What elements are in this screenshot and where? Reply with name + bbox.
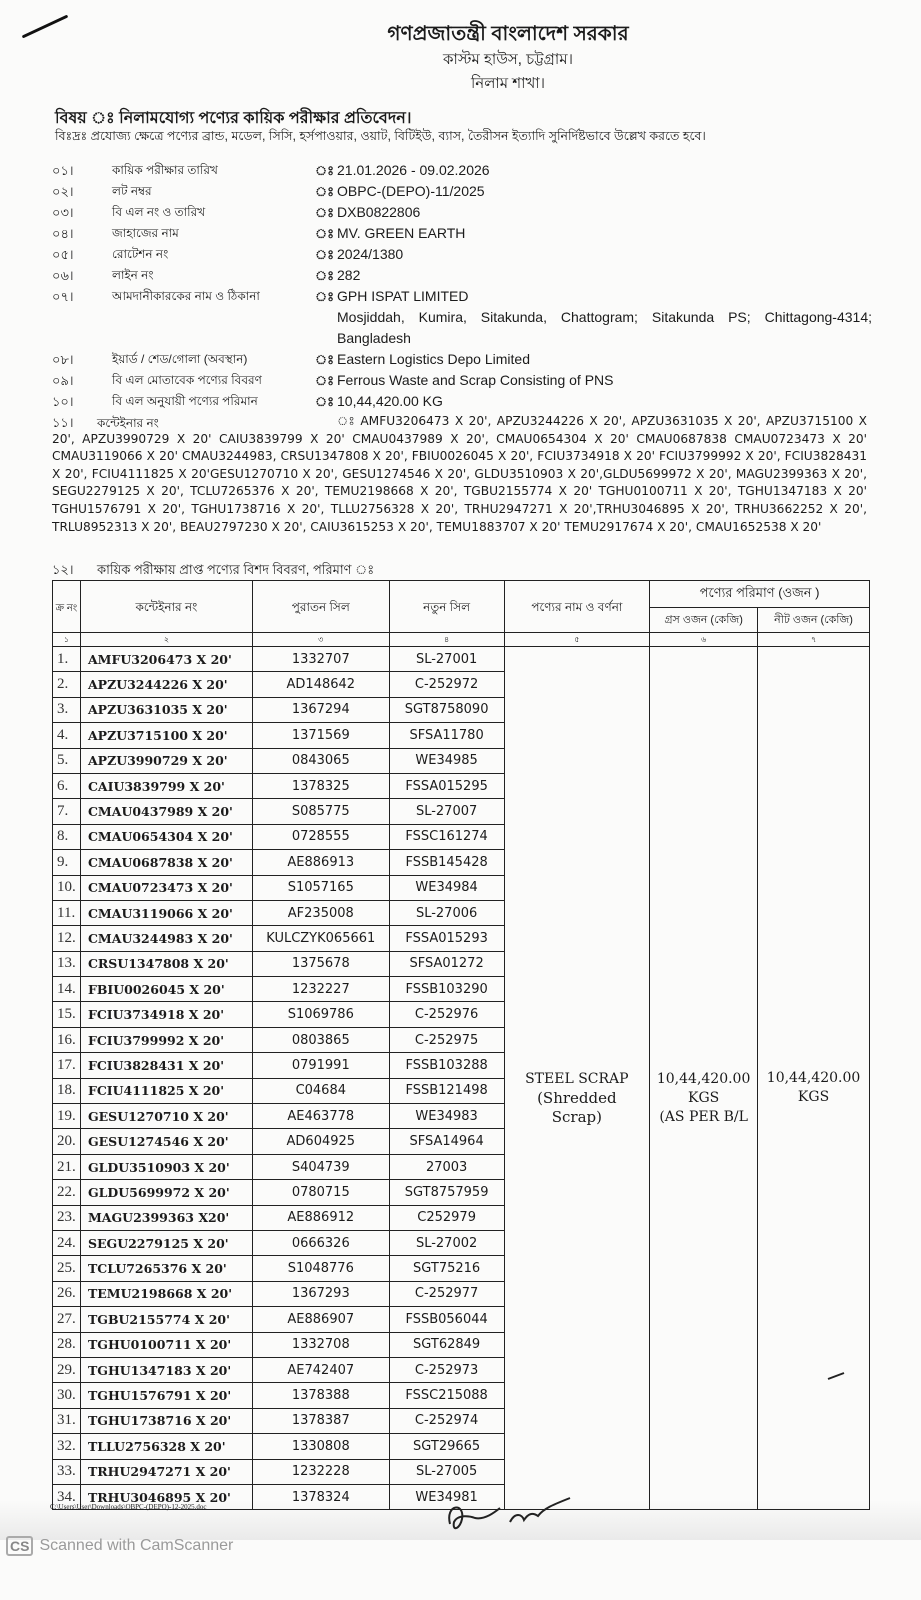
serial-cell: 31. xyxy=(53,1408,81,1433)
section-number: ১১। xyxy=(52,415,74,430)
info-separator: ঃ xyxy=(314,163,335,178)
old-seal-cell: 1332707 xyxy=(252,647,389,672)
info-row-goods-description xyxy=(52,370,872,391)
info-number: ০৮। xyxy=(52,352,74,367)
header-serial: ক্র নং xyxy=(53,581,81,633)
info-number: ০৪। xyxy=(52,226,74,241)
new-seal-cell: FSSB121498 xyxy=(389,1078,504,1103)
camscanner-watermark xyxy=(6,1536,233,1556)
old-seal-cell: AE463778 xyxy=(252,1104,389,1129)
serial-cell: 5. xyxy=(53,748,81,773)
camscanner-logo: CS xyxy=(6,1536,33,1556)
info-row-exam-date xyxy=(52,160,872,181)
serial-cell: 2. xyxy=(53,672,81,697)
new-seal-cell: WE34985 xyxy=(389,748,504,773)
examination-table xyxy=(52,580,870,1510)
container-cell: CMAU3119066 X 20' xyxy=(80,900,252,925)
report-subject: বিষয় ঃ নিলামযোগ্য পণ্যের কায়িক পরীক্ষার প্রতিবেদন। xyxy=(55,110,412,127)
column-number: ১ xyxy=(53,633,81,647)
info-row-vessel-name xyxy=(52,223,872,244)
info-number: ০৯। xyxy=(52,373,74,388)
info-separator: ঃ xyxy=(314,268,335,283)
info-value: 2024/1380 xyxy=(337,246,404,262)
info-label: রোটেশন নং xyxy=(112,247,169,261)
government-title: গণপ্রজাতন্ত্রী বাংলাদেশ সরকার xyxy=(387,23,629,45)
old-seal-cell: S085775 xyxy=(252,799,389,824)
stray-pen-mark xyxy=(826,1370,846,1382)
info-label: বি এল নং ও তারিখ xyxy=(112,205,206,219)
container-cell: CMAU3244983 X 20' xyxy=(80,926,252,951)
info-number: ০৬। xyxy=(52,268,74,283)
info-separator: ঃ xyxy=(314,394,335,409)
info-value: OBPC-(DEPO)-11/2025 xyxy=(337,183,485,199)
old-seal-cell: 1332708 xyxy=(252,1332,389,1357)
header-old-seal: পুরাতন সিল xyxy=(252,581,389,633)
serial-cell: 4. xyxy=(53,723,81,748)
info-separator: ঃ xyxy=(314,289,335,304)
document-header xyxy=(0,20,921,96)
old-seal-cell: 0728555 xyxy=(252,824,389,849)
container-list-section xyxy=(52,413,867,536)
info-row-importer xyxy=(52,286,872,349)
file-path-footer: C:\Users\User\Downloads\OBPC-(DEPO)-12-2025.doc xyxy=(50,1503,207,1511)
old-seal-cell: 1378324 xyxy=(252,1484,389,1509)
info-row-lot-number xyxy=(52,181,872,202)
info-label: জাহাজের নাম xyxy=(112,226,179,240)
serial-cell: 28. xyxy=(53,1332,81,1357)
net-weight-line: KGS xyxy=(797,1089,830,1106)
goods-line: STEEL SCRAP xyxy=(525,1070,629,1087)
serial-cell: 16. xyxy=(53,1027,81,1052)
header-new-seal: নতুন সিল xyxy=(389,581,504,633)
container-cell: TCLU7265376 X 20' xyxy=(80,1256,252,1281)
old-seal-cell: 1367293 xyxy=(252,1281,389,1306)
old-seal-cell: 0780715 xyxy=(252,1180,389,1205)
old-seal-cell: AD148642 xyxy=(252,672,389,697)
column-number: ৬ xyxy=(650,633,758,647)
info-label: ইয়ার্ড / শেড/গোলা (অবস্থান) xyxy=(112,352,248,366)
serial-cell: 21. xyxy=(53,1154,81,1179)
new-seal-cell: FSSB145428 xyxy=(389,850,504,875)
instruction-note: বিঃদ্রঃ প্রযোজ্য ক্ষেত্রে পণ্যের ব্রান্ড, মডেল, সিসি, হর্সপাওয়ার, ওয়াট, বিটিইউ, ব্যাস, তৈরীসন ইত্যাদি সুনির্দিষ্টভাবে উল্লেখ করতে হবে। xyxy=(55,129,706,143)
info-separator: ঃ xyxy=(314,184,335,199)
column-number: ৩ xyxy=(252,633,389,647)
new-seal-cell: WE34981 xyxy=(389,1484,504,1509)
serial-cell: 23. xyxy=(53,1205,81,1230)
info-number: ০৫। xyxy=(52,247,74,262)
serial-cell: 10. xyxy=(53,875,81,900)
container-cell: TGHU1347183 X 20' xyxy=(80,1357,252,1382)
serial-cell: 12. xyxy=(53,926,81,951)
new-seal-cell: SFSA14964 xyxy=(389,1129,504,1154)
serial-cell: 17. xyxy=(53,1053,81,1078)
serial-cell: 25. xyxy=(53,1256,81,1281)
container-cell: CMAU0687838 X 20' xyxy=(80,850,252,875)
container-cell: GESU1270710 X 20' xyxy=(80,1104,252,1129)
info-row-yard xyxy=(52,349,872,370)
container-cell: AMFU3206473 X 20' xyxy=(80,647,252,672)
serial-cell: 26. xyxy=(53,1281,81,1306)
serial-cell: 22. xyxy=(53,1180,81,1205)
serial-cell: 19. xyxy=(53,1104,81,1129)
container-cell: TGHU0100711 X 20' xyxy=(80,1332,252,1357)
new-seal-cell: FSSC215088 xyxy=(389,1383,504,1408)
container-cell: CMAU0654304 X 20' xyxy=(80,824,252,849)
new-seal-cell: SL-27005 xyxy=(389,1459,504,1484)
info-label: লট নম্বর xyxy=(112,184,152,198)
info-label: কায়িক পরীক্ষার তারিখ xyxy=(112,163,218,177)
serial-cell: 7. xyxy=(53,799,81,824)
container-cell: TGBU2155774 X 20' xyxy=(80,1307,252,1332)
container-cell: TRHU3046895 X 20' xyxy=(80,1484,252,1509)
old-seal-cell: S1069786 xyxy=(252,1002,389,1027)
new-seal-cell: FSSC161274 xyxy=(389,824,504,849)
old-seal-cell: AF235008 xyxy=(252,900,389,925)
old-seal-cell: AE886912 xyxy=(252,1205,389,1230)
serial-cell: 30. xyxy=(53,1383,81,1408)
new-seal-cell: WE34984 xyxy=(389,875,504,900)
container-numbers: AMFU3206473 X 20', APZU3244226 X 20', APZU3631035 X 20', APZU3715100 X 20', APZU3990729 X 20' CAIU3839799 X 20' CMAU0437989 X 20', CMAU0654304 X 20' CMAU0687838 CMAU0723473 X 20' CMAU3119066 X 20' CMAU3244983, CRSU1347808 X 20', FBIU0026045 X 20', FCIU3734918 X 20' FCIU3799992 X 20', FCIU3828431 X 20', FCIU4111825 X 20'GESU1270710 X 20', GESU1274546 X 20', GLDU3510903 X 20',GLDU5699972 X 20', MAGU2399363 X 20', SEGU2279125 X 20', TCLU7265376 X 20', TEMU2198668 X 20', TGBU2155774 X 20' TGHU0100711 X 20', TGHU1347183 X 20' TGHU1576791 X 20', TGHU1738716 X 20', TLLU2756328 X 20', TRHU2947271 X 20',TRHU3046895 X 20', TRHU3662252 X 20', TRLU8952313 X 20', BEAU2797230 X 20', CAIU3615253 X 20', TEMU1883707 X 20' TEMU2917674 X 20', CMAU1652538 X 20' xyxy=(52,414,867,534)
new-seal-cell: SGT62849 xyxy=(389,1332,504,1357)
new-seal-cell: FSSB103290 xyxy=(389,977,504,1002)
container-cell: CAIU3839799 X 20' xyxy=(80,773,252,798)
old-seal-cell: 1232228 xyxy=(252,1459,389,1484)
net-weight-cell xyxy=(758,647,870,1510)
new-seal-cell: FSSB056044 xyxy=(389,1307,504,1332)
new-seal-cell: SL-27001 xyxy=(389,647,504,672)
container-cell: APZU3244226 X 20' xyxy=(80,672,252,697)
column-number: ৭ xyxy=(758,633,870,647)
serial-cell: 8. xyxy=(53,824,81,849)
old-seal-cell: 1367294 xyxy=(252,697,389,722)
old-seal-cell: AD604925 xyxy=(252,1129,389,1154)
serial-cell: 29. xyxy=(53,1357,81,1382)
new-seal-cell: SL-27006 xyxy=(389,900,504,925)
old-seal-cell: 1330808 xyxy=(252,1434,389,1459)
container-cell: APZU3990729 X 20' xyxy=(80,748,252,773)
column-number: ২ xyxy=(80,633,252,647)
new-seal-cell: C252979 xyxy=(389,1205,504,1230)
net-weight-line: 10,44,420.00 xyxy=(766,1070,861,1087)
new-seal-cell: SL-27002 xyxy=(389,1230,504,1255)
info-label: আমদানীকারকের নাম ও ঠিকানা xyxy=(112,289,260,303)
office-name: কাস্টম হাউস, চট্টগ্রাম। xyxy=(443,51,573,68)
container-cell: TGHU1576791 X 20' xyxy=(80,1383,252,1408)
serial-cell: 11. xyxy=(53,900,81,925)
new-seal-cell: SGT29665 xyxy=(389,1434,504,1459)
new-seal-cell: SL-27007 xyxy=(389,799,504,824)
serial-cell: 9. xyxy=(53,850,81,875)
old-seal-cell: 0666326 xyxy=(252,1230,389,1255)
container-cell: CMAU0437989 X 20' xyxy=(80,799,252,824)
old-seal-cell: C04684 xyxy=(252,1078,389,1103)
header-net-weight: নীট ওজন (কেজি) xyxy=(758,608,870,633)
container-cell: GESU1274546 X 20' xyxy=(80,1129,252,1154)
section-12-heading xyxy=(52,561,374,582)
serial-cell: 15. xyxy=(53,1002,81,1027)
info-separator: ঃ xyxy=(314,247,335,262)
new-seal-cell: SGT8758090 xyxy=(389,697,504,722)
section-label: কায়িক পরীক্ষায় প্রাপ্ত পণ্যের বিশদ বিবরণ, পরিমাণ ঃ xyxy=(97,562,375,577)
new-seal-cell: SFSA01272 xyxy=(389,951,504,976)
serial-cell: 20. xyxy=(53,1129,81,1154)
container-cell: FBIU0026045 X 20' xyxy=(80,977,252,1002)
container-cell: TLLU2756328 X 20' xyxy=(80,1434,252,1459)
new-seal-cell: C-252974 xyxy=(389,1408,504,1433)
info-number: ১০। xyxy=(52,394,74,409)
info-number: ০৩। xyxy=(52,205,74,220)
old-seal-cell: S1057165 xyxy=(252,875,389,900)
serial-cell: 18. xyxy=(53,1078,81,1103)
container-cell: MAGU2399363 X20' xyxy=(80,1205,252,1230)
new-seal-cell: WE34983 xyxy=(389,1104,504,1129)
goods-description-cell xyxy=(504,647,650,1510)
section-number: ১২। xyxy=(52,562,74,577)
new-seal-cell: FSSA015293 xyxy=(389,926,504,951)
serial-cell: 34. xyxy=(53,1484,81,1509)
container-separator: ঃ xyxy=(337,414,361,428)
gross-weight-cell xyxy=(650,647,758,1510)
info-separator: ঃ xyxy=(314,352,335,367)
info-label: লাইন নং xyxy=(112,268,154,282)
old-seal-cell: 1375678 xyxy=(252,951,389,976)
info-label: বি এল মোতাবেক পণ্যের বিবরণ xyxy=(112,373,262,387)
container-cell: APZU3715100 X 20' xyxy=(80,723,252,748)
info-number: ০৭। xyxy=(52,289,74,304)
header-container-number: কন্টেইনার নং xyxy=(80,581,252,633)
container-cell: FCIU3734918 X 20' xyxy=(80,1002,252,1027)
info-value: MV. GREEN EARTH xyxy=(337,225,466,241)
old-seal-cell: AE886907 xyxy=(252,1307,389,1332)
camscanner-text: Scanned with CamScanner xyxy=(39,1537,234,1554)
container-cell: GLDU5699972 X 20' xyxy=(80,1180,252,1205)
info-value: 282 xyxy=(337,267,361,283)
info-separator: ঃ xyxy=(314,373,335,388)
info-list xyxy=(52,160,872,412)
column-number-row xyxy=(53,633,870,647)
new-seal-cell: SFSA11780 xyxy=(389,723,504,748)
importer-address: Mosjiddah, Kumira, Sitakunda, Chattogram; Sitakunda PS; Chittagong-4314; Bangladesh xyxy=(337,309,872,346)
goods-line: Scrap) xyxy=(551,1107,602,1126)
serial-cell: 3. xyxy=(53,697,81,722)
column-number: ৫ xyxy=(504,633,650,647)
column-number: ৪ xyxy=(389,633,504,647)
serial-cell: 27. xyxy=(53,1307,81,1332)
gross-weight-line: (AS PER B/L xyxy=(659,1108,748,1125)
gross-weight-line: KGS xyxy=(688,1089,720,1106)
container-list-text xyxy=(52,413,867,536)
new-seal-cell: SGT8757959 xyxy=(389,1180,504,1205)
new-seal-cell: C-252975 xyxy=(389,1027,504,1052)
info-number: ০২। xyxy=(52,184,74,199)
table-row xyxy=(53,647,870,672)
info-value: Ferrous Waste and Scrap Consisting of PNS xyxy=(337,372,614,388)
container-cell: CMAU0723473 X 20' xyxy=(80,875,252,900)
goods-line: (Shredded xyxy=(537,1088,617,1107)
serial-cell: 14. xyxy=(53,977,81,1002)
info-label: বি এল অনুযায়ী পণ্যের পরিমান xyxy=(112,394,258,408)
old-seal-cell: 1232227 xyxy=(252,977,389,1002)
old-seal-cell: AE886913 xyxy=(252,850,389,875)
container-cell: APZU3631035 X 20' xyxy=(80,697,252,722)
info-row-goods-quantity xyxy=(52,391,872,412)
old-seal-cell: KULCZYK065661 xyxy=(252,926,389,951)
old-seal-cell: 1378387 xyxy=(252,1408,389,1433)
container-cell: CRSU1347808 X 20' xyxy=(80,951,252,976)
old-seal-cell: 0803865 xyxy=(252,1027,389,1052)
info-number: ০১। xyxy=(52,163,74,178)
old-seal-cell: 0843065 xyxy=(252,748,389,773)
container-cell: FCIU3799992 X 20' xyxy=(80,1027,252,1052)
new-seal-cell: C-252976 xyxy=(389,1002,504,1027)
info-row-line-number xyxy=(52,265,872,286)
container-cell: TRHU2947271 X 20' xyxy=(80,1459,252,1484)
table-body xyxy=(53,647,870,1510)
header-goods-description: পণ্যের নাম ও বর্ণনা xyxy=(504,581,650,633)
old-seal-cell: S1048776 xyxy=(252,1256,389,1281)
section-label: কন্টেইনার নং xyxy=(97,416,159,430)
old-seal-cell: AE742407 xyxy=(252,1357,389,1382)
old-seal-cell: 1378388 xyxy=(252,1383,389,1408)
serial-cell: 24. xyxy=(53,1230,81,1255)
info-row-bl-number xyxy=(52,202,872,223)
new-seal-cell: FSSA015295 xyxy=(389,773,504,798)
info-value: Eastern Logistics Depo Limited xyxy=(337,351,530,367)
container-cell: FCIU4111825 X 20' xyxy=(80,1078,252,1103)
container-cell: TEMU2198668 X 20' xyxy=(80,1281,252,1306)
importer-name: GPH ISPAT LIMITED xyxy=(337,288,469,304)
new-seal-cell: FSSB103288 xyxy=(389,1053,504,1078)
container-cell: SEGU2279125 X 20' xyxy=(80,1230,252,1255)
new-seal-cell: C-252977 xyxy=(389,1281,504,1306)
new-seal-cell: C-252973 xyxy=(389,1357,504,1382)
new-seal-cell: SGT75216 xyxy=(389,1256,504,1281)
signature xyxy=(440,1494,580,1534)
gross-weight-line: 10,44,420.00 xyxy=(656,1070,751,1087)
info-value: 10,44,420.00 KG xyxy=(337,393,443,409)
info-separator: ঃ xyxy=(314,205,335,220)
container-cell: FCIU3828431 X 20' xyxy=(80,1053,252,1078)
new-seal-cell: C-252972 xyxy=(389,672,504,697)
info-separator: ঃ xyxy=(314,226,335,241)
container-cell: TGHU1738716 X 20' xyxy=(80,1408,252,1433)
old-seal-cell: 1371569 xyxy=(252,723,389,748)
info-value: 21.01.2026 - 09.02.2026 xyxy=(337,162,490,178)
new-seal-cell: 27003 xyxy=(389,1154,504,1179)
info-value: DXB0822806 xyxy=(337,204,421,220)
old-seal-cell: 1378325 xyxy=(252,773,389,798)
header-gross-weight: গ্রস ওজন (কেজি) xyxy=(650,608,758,633)
serial-cell: 33. xyxy=(53,1459,81,1484)
old-seal-cell: 0791991 xyxy=(252,1053,389,1078)
serial-cell: 13. xyxy=(53,951,81,976)
info-row-rotation-number xyxy=(52,244,872,265)
branch-name: নিলাম শাখা। xyxy=(470,75,546,92)
header-quantity: পণ্যের পরিমাণ (ওজন ) xyxy=(650,581,870,608)
old-seal-cell: S404739 xyxy=(252,1154,389,1179)
serial-cell: 6. xyxy=(53,773,81,798)
serial-cell: 1. xyxy=(53,647,81,672)
info-value xyxy=(337,286,872,349)
serial-cell: 32. xyxy=(53,1434,81,1459)
container-cell: GLDU3510903 X 20' xyxy=(80,1154,252,1179)
